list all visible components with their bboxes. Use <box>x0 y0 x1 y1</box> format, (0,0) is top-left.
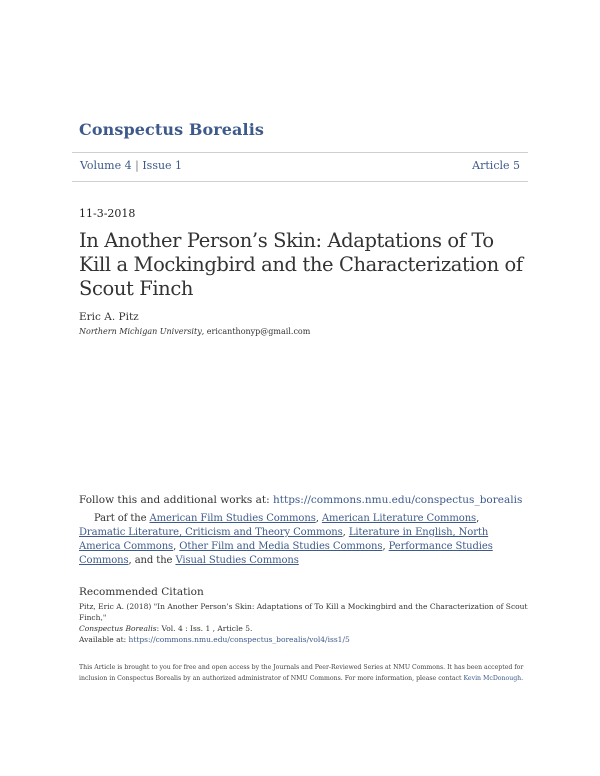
available-prefix: Available at: <box>79 635 129 644</box>
journal-info-bar <box>72 152 528 182</box>
journal-title-link[interactable]: Conspectus Borealis <box>79 120 264 139</box>
citation-heading: Recommended Citation <box>79 586 204 598</box>
footer-end: . <box>521 675 524 682</box>
list-and: , and the <box>128 555 176 566</box>
institution: Northern Michigan University <box>79 327 202 336</box>
citation-line-3 <box>79 634 529 645</box>
citation-volume: : Vol. 4 : Iss. 1 , Article 5. <box>156 624 253 633</box>
list-separator: , <box>342 527 349 538</box>
author-affiliation <box>79 327 310 336</box>
article-title: In Another Person’s Skin: Adaptations of To Kill a Mockingbird and the Characterization of Scout Finch <box>79 229 523 300</box>
issue-link[interactable]: Issue 1 <box>142 159 183 172</box>
volume-issue <box>80 159 182 172</box>
list-separator: , <box>315 513 322 524</box>
part-of-prefix: Part of the <box>94 513 150 524</box>
commons-link-visual-studies[interactable]: Visual Studies Commons <box>175 555 299 566</box>
article-number-link[interactable]: Article 5 <box>472 159 520 172</box>
commons-link-literature-english[interactable]: Literature in English, North America Commons <box>79 527 489 552</box>
publication-date: 11-3-2018 <box>79 207 136 220</box>
list-separator: , <box>173 541 180 552</box>
volume-issue-separator: | <box>135 159 139 172</box>
author-email: , ericanthonyp@gmail.com <box>201 327 311 336</box>
list-separator: , <box>476 513 480 524</box>
footer-note <box>79 662 529 684</box>
commons-link-dramatic-literature[interactable]: Dramatic Literature, Criticism and Theory Commons <box>79 527 343 538</box>
commons-link-american-film[interactable]: American Film Studies Commons <box>149 513 316 524</box>
citation-line-1: Pitz, Eric A. (2018) "In Another Person’s Skin: Adaptations of To Kill a Mockingbird and the Characterization of Scout Finch," <box>79 602 528 622</box>
author-name: Eric A. Pitz <box>79 311 139 323</box>
citation-journal: Conspectus Borealis <box>79 624 157 633</box>
contact-link[interactable]: Kevin McDonough <box>463 675 522 682</box>
commons-link-american-literature[interactable]: American Literature Commons <box>321 513 477 524</box>
citation-line-2 <box>79 623 529 634</box>
volume-link[interactable]: Volume 4 <box>80 159 132 172</box>
follow-line <box>79 494 522 506</box>
citation-url-link[interactable]: https://commons.nmu.edu/conspectus_borealis/vol4/iss1/5 <box>128 635 350 644</box>
citation-body <box>79 601 529 645</box>
collection-url-link[interactable]: https://commons.nmu.edu/conspectus_borealis <box>273 494 523 506</box>
footer-text: This Article is brought to you for free and open access by the Journals and Peer-Reviewed Series at NMU Commons. It has been accepted for inclusion in Conspectus Borealis by an authorized administrator of NMU Commons. For more information, please contact <box>79 664 524 682</box>
commons-link-performance-studies[interactable]: Performance Studies Commons <box>79 541 493 566</box>
follow-prefix: Follow this and additional works at: <box>79 494 273 506</box>
commons-link-other-film-media[interactable]: Other Film and Media Studies Commons <box>179 541 383 552</box>
part-of-commons <box>79 512 524 568</box>
list-separator: , <box>382 541 389 552</box>
